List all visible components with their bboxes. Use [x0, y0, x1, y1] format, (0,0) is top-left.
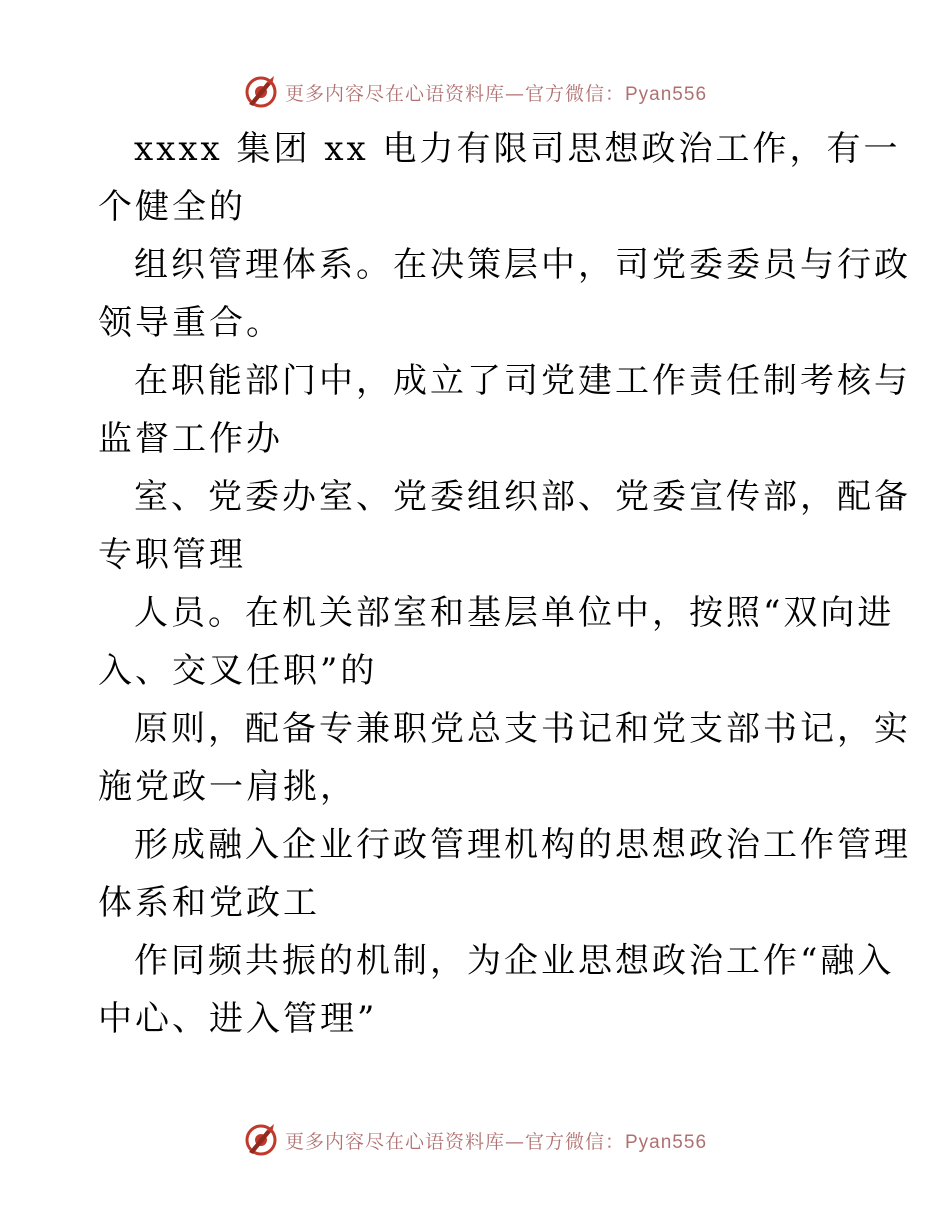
paragraph — [98, 120, 901, 236]
document-body — [98, 120, 911, 1048]
paragraph-line-1: 原则，配备专兼职党总支书记和党支部书记，实 — [134, 709, 911, 749]
footer-wechat-id: Pyan556 — [625, 1131, 708, 1153]
paragraph — [98, 584, 895, 700]
paragraph-line-1: 室、党委办室、党委组织部、党委宣传部，配备 — [134, 477, 911, 517]
paragraph — [98, 932, 895, 1048]
paragraph-line-2: 中心、进入管理” — [98, 999, 378, 1039]
paragraph — [98, 816, 911, 932]
paragraph-line-2: 领导重合。 — [98, 303, 283, 343]
paragraph-line-2: 入、交叉任职”的 — [98, 651, 378, 691]
paragraph — [98, 236, 911, 352]
footer-site-text: 更多内容尽在心语资料库—官方微信： — [284, 1130, 625, 1153]
paragraph-line-2: 体系和党政工 — [98, 883, 320, 923]
paragraph-line-2: 监督工作办 — [98, 419, 283, 459]
paragraph-line-1: 组织管理体系。在决策层中，司党委委员与行政 — [134, 245, 911, 285]
header-wechat-id: Pyan556 — [625, 83, 708, 105]
quill-logo-icon — [243, 1122, 279, 1158]
quill-logo-icon — [243, 74, 279, 110]
header-site-text: 更多内容尽在心语资料库—官方微信： — [284, 82, 625, 105]
paragraph — [98, 352, 911, 468]
paragraph-line-1: 在职能部门中，成立了司党建工作责任制考核与 — [134, 361, 911, 401]
paragraph-line-2: 施党政一肩挑， — [98, 767, 357, 807]
paragraph — [98, 700, 911, 816]
paragraph-line-1: 作同频共振的机制，为企业思想政治工作“融入 — [134, 941, 895, 981]
paragraph — [98, 468, 911, 584]
paragraph-line-2: 个健全的 — [98, 187, 246, 227]
paragraph-line-2: 专职管理 — [98, 535, 246, 575]
paragraph-line-1: xxxx 集团 xx 电力有限司思想政治工作，有一 — [134, 129, 901, 169]
paragraph-line-1: 人员。在机关部室和基层单位中，按照“双向进 — [134, 593, 895, 633]
footer-banner — [0, 1118, 950, 1162]
paragraph-line-1: 形成融入企业行政管理机构的思想政治工作管理 — [134, 825, 911, 865]
header-banner — [0, 70, 950, 114]
